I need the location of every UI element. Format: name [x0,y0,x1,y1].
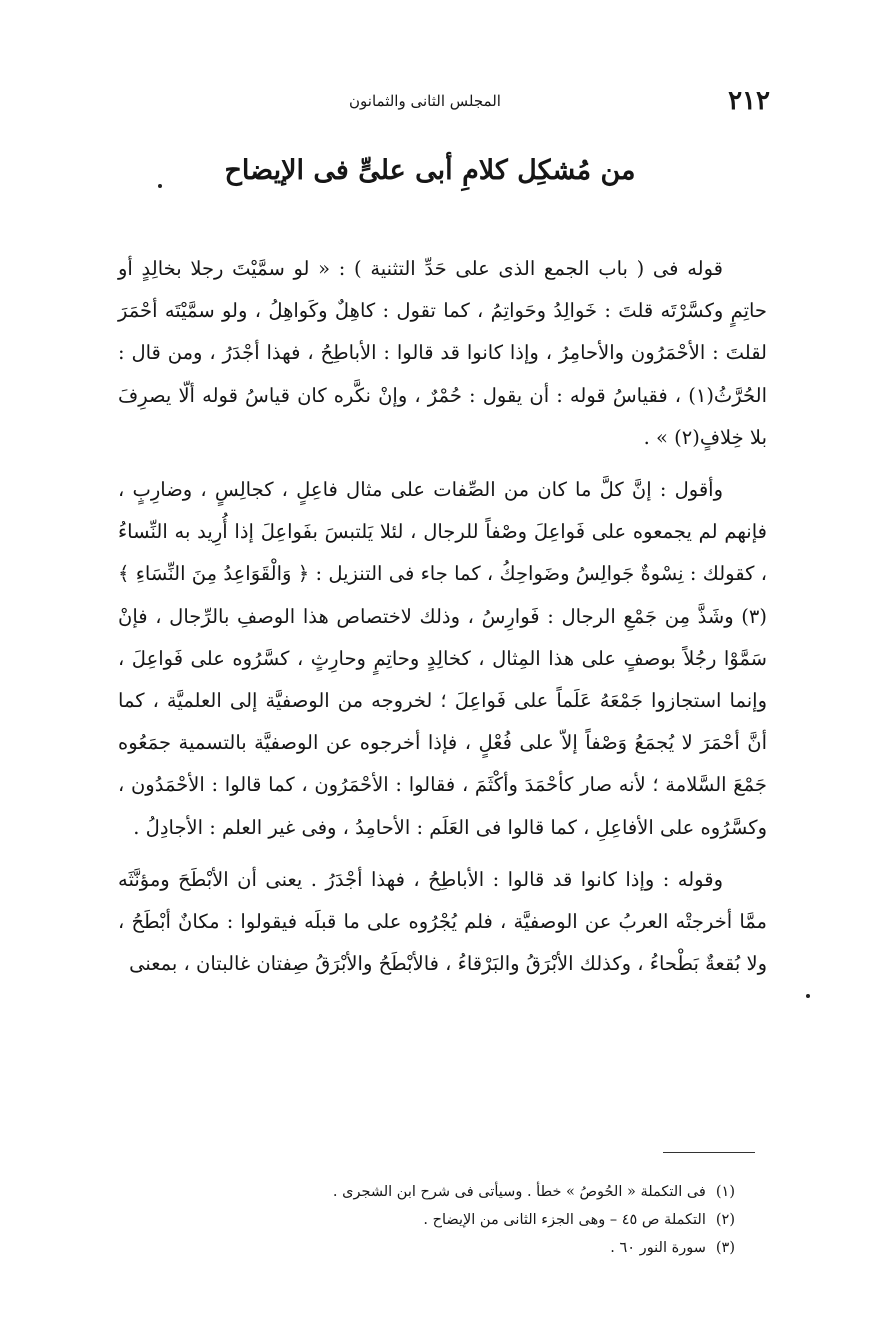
paragraph-2: وأقول : إنَّ كلَّ ما كان من الصِّفات على مثال فاعِلٍ ، كجالِسٍ ، وضارِبٍ ، فإنهم لم يجمعوه على فَواعِلَ وصْفاً للرجال ، لئلا يَلتبسَ بفَواعِلَ إذا أُرِيد به النِّساءُ ، كقولك : نِسْوةٌ جَوالِسُ وضَواحِكُ ، كما جاء فى التنزيل : ﴿ وَالْقَوَاعِدُ مِنَ النِّسَاءِ ﴾(٣) وشَذَّ مِن جَمْعِ الرجال : فَوارِسُ ، وذلك لاختصاص هذا الوصفِ بالرِّجال ، فإنْ سَمَّوْا رجُلاً بوصفٍ على هذا المِثال ، كخالِدٍ وحاتِمٍ وحارِثٍ ، كسَّرُوه على فَواعِلَ ، وإنما استجازوا جَمْعَهُ عَلَماً على فَواعِلَ ؛ لخروجه من الوصفيَّة إلى العلميَّة ، كما أنَّ أحْمَرَ لا يُجمَعُ وَصْفاً إلاّ على فُعْلٍ ، فإذا أخرجوه عن الوصفيَّة بالتسمية جمَعُوه جَمْعَ السَّلامة ؛ لأنه صار كأحْمَدَ وأكْثَمَ ، فقالوا : الأحْمَرُون ، كما قالوا : الأحْمَدُون ، وكسَّرُوه على الأفاعِلِ ، كما قالوا فى العَلَم : الأحامِدُ ، وفى غير العلم : الأجادِلُ . [118,478,767,839]
footnote-text: التكملة ص ٤٥ – وهى الجزء الثانى من الإيضاح . [423,1212,706,1228]
footnotes [150,1178,735,1262]
footnote-divider [663,1152,755,1153]
body-text [118,248,767,995]
footnote-text: فى التكملة « الحُوصُ » خطأ . وسيأتى فى شرح ابن الشجرى . [332,1184,706,1200]
footnote-2 [150,1206,735,1234]
page-number: ٢١٢ [728,86,770,116]
footnote-1 [150,1178,735,1206]
running-title: المجلس الثانى والثمانون [349,92,501,110]
paragraph-1: قوله فى ( باب الجمع الذى على حَدِّ التثنية ) : « لو سمَّيْتَ رجلا بخالِدٍ أو حاتِمٍ وكسَّرْتَه قلتَ : خَوالِدُ وحَواتِمُ ، كما تقول : كاهِلٌ وكَواهِلُ ، ولو سمَّيْتَه أحْمَرَ لقلتَ : الأحْمَرُون والأحامِرُ ، وإذا كانوا قد قالوا : الأباطِحُ ، فهذا أجْدَرُ ، ومن قال : الحُرَّثُ(١) ، فقياسُ قوله : أن يقول : حُمْرٌ ، وإنْ نكَّره كان قياسُ قوله ألّا يصرِفَ بلا خِلافٍ(٢) » . [118,257,767,449]
footnote-number: (٢) [715,1212,735,1228]
paragraph-3: وقوله : وإذا كانوا قد قالوا : الأباطِحُ ، فهذا أجْدَرُ . يعنى أن الأبْطَحَ ومؤنَّثَه ممَّا أخرجتْه العربُ عن الوصفيَّة ، فلم يُجْرُوه على ما قبلَه فيقولوا : مكانٌ أبْطَحُ ، ولا بُقعةٌ بَطْحاءُ ، وكذلك الأبْرَقُ والبَرْقاءُ ، فالأبْطَحُ والأبْرَقُ صِفتان غالبتان ، بمعنى [118,867,767,976]
footnote-3 [150,1234,735,1262]
margin-dot [806,994,810,998]
margin-dot [158,184,162,188]
footnote-text: سورة النور ٦٠ . [610,1240,706,1256]
footnote-number: (٣) [715,1240,735,1256]
footnote-number: (١) [715,1184,735,1200]
running-header [80,86,770,120]
section-title: من مُشكِل كلامِ أبى علىٍّ فى الإيضاح [224,155,636,186]
